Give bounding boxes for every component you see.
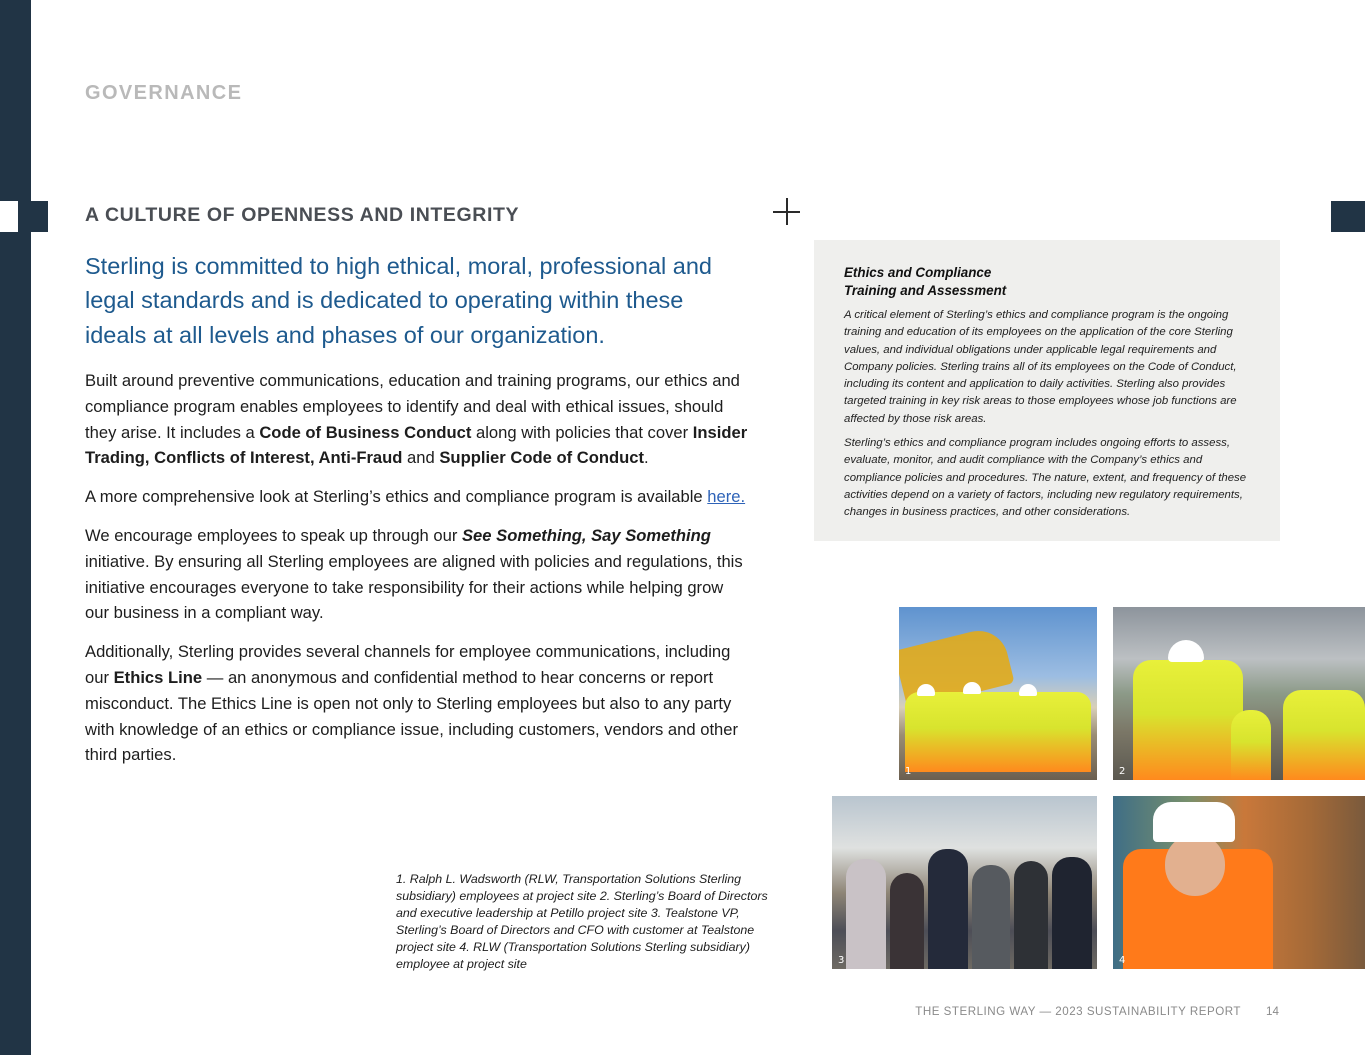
photo-number: 3 xyxy=(838,955,845,966)
paragraph-more-info xyxy=(85,484,750,510)
text-run: along with policies that cover xyxy=(471,422,693,442)
section-heading: A CULTURE OF OPENNESS AND INTEGRITY xyxy=(85,204,520,226)
left-section-tab xyxy=(18,201,48,232)
text-run: Built around preventive communications, education and training programs, our ethics and compliance program enables employees to identify and deal with ethical issues, should they arise. It includes a xyxy=(85,371,740,442)
photo-rlw-employee xyxy=(1113,796,1365,969)
photo-tealstone-visit xyxy=(832,796,1097,969)
figure-person xyxy=(890,873,924,969)
text-run: . xyxy=(644,448,649,468)
face-shape xyxy=(1165,834,1225,896)
sidebar-title xyxy=(844,264,1262,299)
text-run: and xyxy=(402,448,440,468)
bold-ethics-line: Ethics Line xyxy=(113,667,203,687)
photo-rlw-crew xyxy=(899,607,1097,780)
figure-vest xyxy=(1283,690,1365,780)
figure-vest xyxy=(1231,710,1271,780)
paragraph-code-of-conduct xyxy=(85,368,750,471)
bold-see-something: See Something, Say Something xyxy=(461,525,711,545)
left-edge-bar xyxy=(0,0,31,1055)
sidebar-paragraph-2: Sterling’s ethics and compliance program includes ongoing efforts to assess, evaluate, monitor, and audit compliance with the Company’s ethics and compliance policies and procedures. The nature, extent, and frequency of these activities depend on a variety of factors, including new regulatory requirements, changes in business practices, and other considerations. xyxy=(844,437,1247,519)
figure-person xyxy=(928,849,968,969)
photo-number: 4 xyxy=(1119,955,1126,966)
hardhat-shape xyxy=(917,684,935,696)
left-edge-notch xyxy=(0,201,18,232)
ethics-training-sidebar xyxy=(814,240,1280,541)
page-number: 14 xyxy=(1266,1005,1279,1018)
body-text xyxy=(85,368,750,781)
bold-policies: Insider Trading, Conflicts of Interest, Anti-Fraud xyxy=(85,422,748,468)
right-section-tab xyxy=(1331,201,1365,232)
sidebar-title-line2: Training and Assessment xyxy=(844,282,1007,298)
text-run: initiative. By ensuring all Sterling employees are aligned with policies and regulations, this initiative encourages everyone to take responsibility for their actions while helping grow our business in a compliant way. xyxy=(85,551,743,623)
photo-caption: 1. Ralph L. Wadsworth (RLW, Transportation Solutions Sterling subsidiary) employees at project site 2. Sterling’s Board of Directors and executive leadership at Petillo project site 3. Tealstone VP, Sterling’s Board of Directors and CFO with customer at Tealstone project site 4. RLW (Transportation Solutions Sterling subsidiary) employee at project site xyxy=(396,872,768,972)
footer-report-title: THE STERLING WAY — 2023 SUSTAINABILITY REPORT xyxy=(915,1005,1241,1018)
bold-code-of-business-conduct: Code of Business Conduct xyxy=(259,422,472,442)
figure-person xyxy=(846,859,886,969)
figure-person xyxy=(1014,861,1048,969)
hardhat-shape xyxy=(1019,684,1037,696)
hardhat-shape xyxy=(1168,640,1204,662)
text-run: A more comprehensive look at Sterling’s ethics and compliance program is available xyxy=(85,487,708,507)
sidebar-paragraph-1: A critical element of Sterling’s ethics and compliance program is the ongoing training and education of its employees on the application of the core Sterling values, and individual obligations under applicable legal requirements and Company policies. Sterling trains all of its employees on the Code of Conduct, including its content and application to daily activities. Sterling also provides targeted training in key risk areas to those employees whose job functions are affected by those risk areas. xyxy=(844,309,1237,425)
photo-number: 2 xyxy=(1119,766,1126,777)
photo-number: 1 xyxy=(905,766,912,777)
text-run: We encourage employees to speak up through our xyxy=(85,525,462,545)
sidebar-title-line1: Ethics and Compliance xyxy=(844,265,992,280)
paragraph-ethics-line xyxy=(85,639,750,768)
figure-vest xyxy=(1133,660,1243,780)
figure-person xyxy=(1052,857,1092,969)
hardhat-shape xyxy=(1153,802,1235,842)
plus-mark-horizontal xyxy=(773,211,800,213)
photo-board-petillo xyxy=(1113,607,1365,780)
paragraph-speak-up xyxy=(85,523,750,626)
section-label: GOVERNANCE xyxy=(85,82,243,104)
hardhat-shape xyxy=(963,682,981,694)
bold-supplier-code: Supplier Code of Conduct xyxy=(439,448,645,468)
lead-statement: Sterling is committed to high ethical, moral, professional and legal standards and is dedicated to operating within these ideals at all levels and phases of our organization. xyxy=(85,253,712,348)
text-run: — an anonymous and confidential method to hear concerns or report misconduct. The Ethics Line is open not only to Sterling employees but also to any party with knowledge of an ethics or compliance issue, including customers, vendors and other third parties. xyxy=(85,667,739,765)
here-link[interactable]: here. xyxy=(707,487,746,507)
crew-figures xyxy=(905,692,1091,772)
figure-person xyxy=(972,865,1010,969)
text-run: Additionally, Sterling provides several channels for employee communications, including our xyxy=(85,642,731,687)
